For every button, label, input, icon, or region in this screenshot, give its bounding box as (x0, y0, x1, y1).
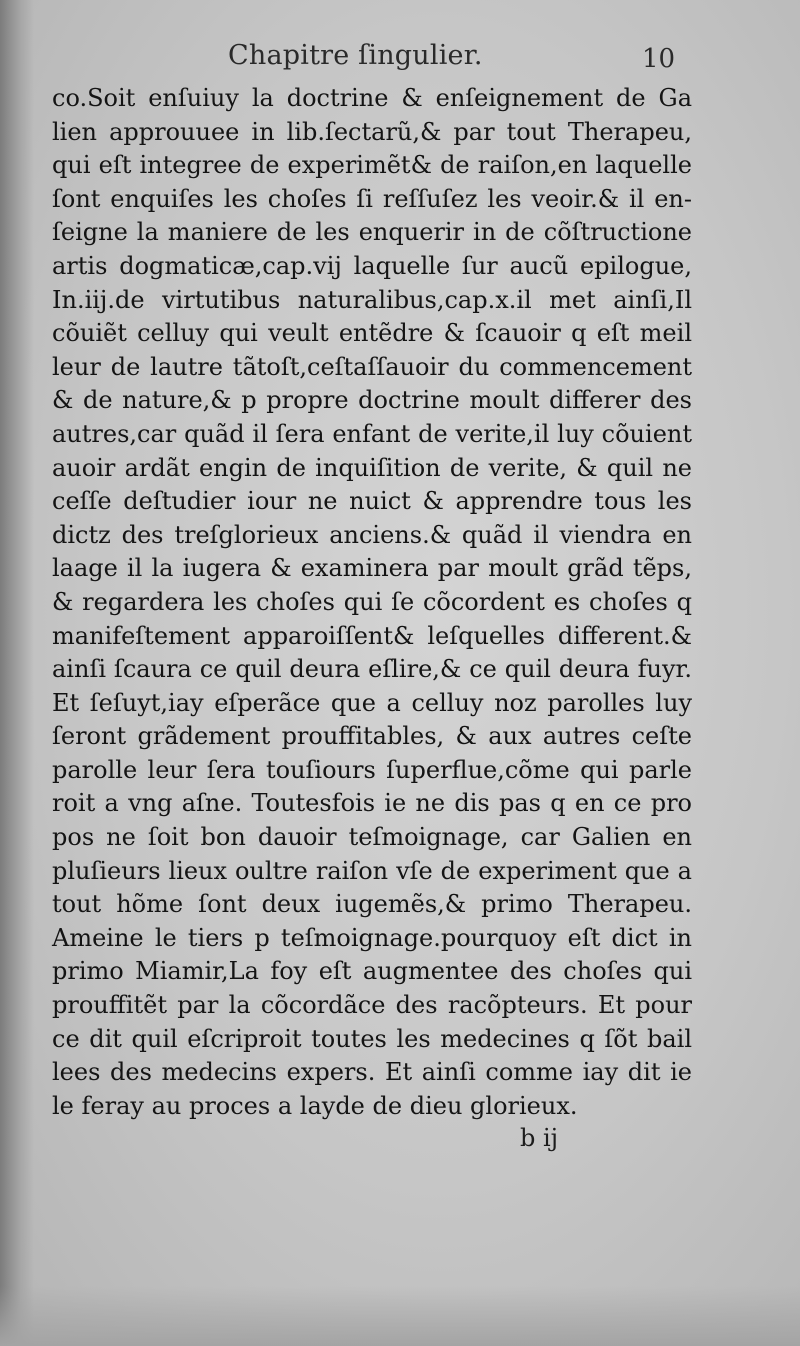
text-line: primo Miamir,La foy eſt augmentee des choſes qui (52, 957, 692, 986)
gutter-shadow (0, 0, 34, 1346)
text-line: pos ne ſoit bon dauoir teſmoignage, car Galien en (52, 823, 692, 852)
running-head (0, 32, 800, 82)
text-line: leur de lautre tãtoſt,ceſtaſſauoir du commencement (52, 352, 692, 381)
text-line: roit a vng aſne. Toutesfois ie ne dis pas q en ce pro (52, 789, 692, 818)
text-line: Ameine le tiers p teſmoignage.pourquoy eſt dict in (52, 923, 692, 952)
text-block (52, 82, 692, 1123)
text-line: & de nature,& p propre doctrine moult differer des (52, 386, 692, 415)
text-line: auoir ardãt engin de inquiſition de verite, & quil ne (52, 453, 692, 482)
text-line: cõuiẽt celluy qui veult entẽdre & ſcauoir q eſt meil (52, 319, 692, 348)
text-line: ſont enquiſes les choſes ſi reſſuſez les veoir.& il en- (52, 184, 692, 213)
text-line: manifeſtement apparoiſſent& leſquelles different.& (52, 621, 692, 650)
text-line: ſeront grãdement prouffitables, & aux autres ceſte (52, 722, 692, 751)
page-bottom-shadow (0, 1286, 800, 1346)
text-line: ce dit quil eſcriproit toutes les medecines q ſõt bail (52, 1024, 692, 1053)
text-line: artis dogmaticæ,cap.vij laquelle ſur aucũ epilogue, (52, 251, 692, 280)
text-line: prouffitẽt par la cõcordãce des racõpteurs. Et pour (52, 991, 692, 1020)
text-line: lien approuuee in lib.ſectarũ,& par tout Therapeu, (52, 117, 692, 146)
running-title: Chapitre ſingulier. (228, 40, 483, 71)
text-line: le feray au proces a layde de dieu glorieux. (52, 1091, 578, 1120)
text-line: ainſi ſcaura ce quil deura eſlire,& ce quil deura fuyr. (52, 655, 692, 684)
folio-number: 10 (642, 44, 676, 74)
text-line: parolle leur ſera touſiours ſuperflue,cõme qui parle (52, 755, 692, 784)
text-line: co.Soit enſuiuy la doctrine & enſeignement de Ga (52, 84, 692, 112)
text-line: In.iij.de virtutibus naturalibus,cap.x.il met ainſi,Il (52, 285, 692, 314)
text-line: Et ſeſuyt,iay eſperãce que a celluy noz parolles luy (52, 688, 692, 717)
text-line: qui eſt integree de experimẽt& de raiſon,en laquelle (52, 151, 692, 180)
text-line: & regardera les choſes qui ſe cõcordent es choſes q (52, 587, 692, 616)
text-line: ceſſe deſtudier iour ne nuict & apprendre tous les (52, 487, 692, 516)
text-line: ſeigne la maniere de les enquerir in de cõſtructione (52, 218, 692, 247)
text-line: laage il la iugera & examinera par moult grãd tẽps, (52, 554, 692, 583)
text-line: dictz des treſglorieux anciens.& quãd il viendra en (52, 520, 692, 549)
text-line: tout hõme ſont deux iugemẽs,& primo Therapeu. (52, 890, 692, 919)
text-line: pluſieurs lieux oultre raiſon vſe de experiment que a (52, 856, 692, 885)
text-line: lees des medecins expers. Et ainſi comme iay dit ie (52, 1058, 692, 1087)
signature-mark: b ij (520, 1124, 559, 1152)
text-line: autres,car quãd il ſera enfant de verite,il luy cõuient (52, 419, 692, 448)
